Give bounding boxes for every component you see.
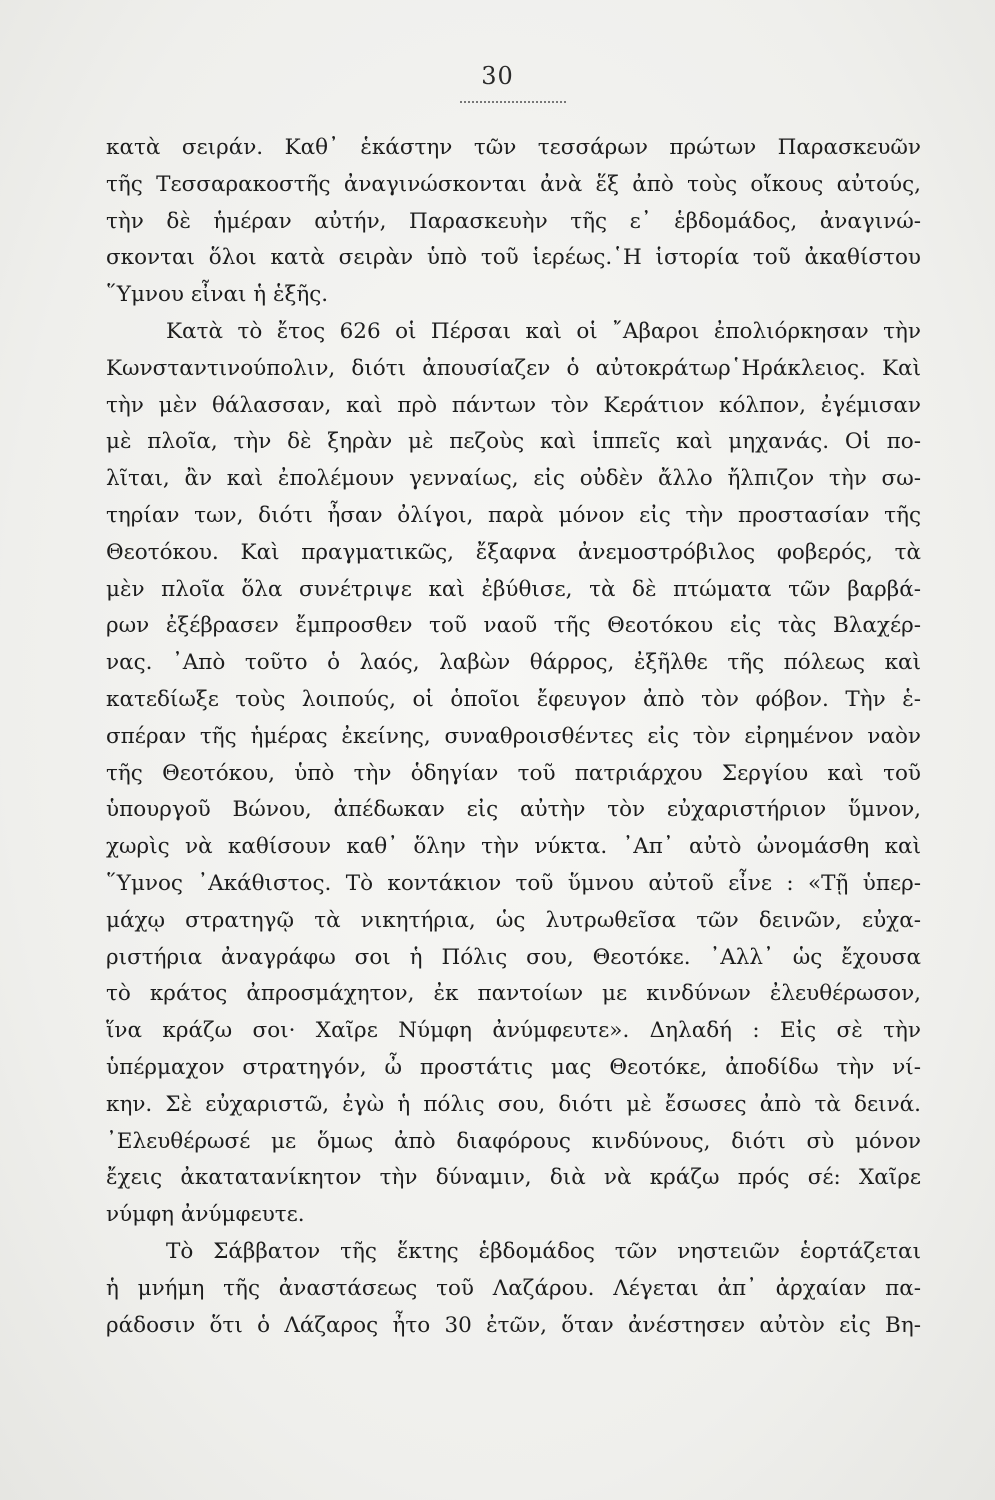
body-text	[106, 130, 921, 1344]
text-line: κην. Σὲ εὐχαριστῶ, ἐγὼ ἡ πόλις σου, διότι μὲ ἔσωσες ἀπὸ τὰ δεινά.	[106, 1091, 921, 1117]
text-line: Κατὰ τὸ ἔτος 626 οἱ Πέρσαι καὶ οἱ ῎Αβαροι ἐπολιόρκησαν τὴν	[166, 318, 921, 344]
text-line: ριστήρια ἀναγράφω σοι ἡ Πόλις σου, Θεοτόκε. ᾽Αλλ᾽ ὡς ἔχουσα	[106, 944, 921, 970]
text-line: ἵνα κράζω σοι· Χαῖρε Νύμφη ἀνύμφευτε». Δηλαδή : Εἰς σὲ τὴν	[106, 1018, 921, 1044]
text-line: τῆς Θεοτόκου, ὑπὸ τὴν ὁδηγίαν τοῦ πατριάρχου Σεργίου καὶ τοῦ	[106, 760, 921, 786]
text-line: τηρίαν των, διότι ἦσαν ὀλίγοι, παρὰ μόνον εἰς τὴν προστασίαν τῆς	[106, 502, 921, 528]
page-number-rule	[460, 101, 566, 103]
text-line: νας. ᾽Απὸ τοῦτο ὁ λαός, λαβὼν θάρρος, ἐξῆλθε τῆς πόλεως καὶ	[106, 650, 921, 676]
paragraph-3	[106, 1234, 921, 1344]
text-line: ὑπουργοῦ Βώνου, ἀπέδωκαν εἰς αὐτὴν τὸν εὐχαριστήριον ὕμνον,	[106, 797, 921, 823]
text-line: μάχῳ στρατηγῷ τὰ νικητήρια, ὡς λυτρωθεῖσα τῶν δεινῶν, εὐχα-	[106, 907, 921, 933]
text-line: τὸ κράτος ἀπροσμάχητον, ἐκ παντοίων με κινδύνων ἐλευθέρωσον,	[106, 981, 921, 1007]
text-line: ἡ μνήμη τῆς ἀναστάσεως τοῦ Λαζάρου. Λέγεται ἀπ᾽ ἀρχαίαν πα-	[106, 1275, 921, 1301]
text-line: ράδοσιν ὅτι ὁ Λάζαρος ἦτο 30 ἐτῶν, ὅταν ἀνέστησεν αὐτὸν εἰς Βη-	[106, 1312, 921, 1338]
text-line: λῖται, ἂν καὶ ἐπολέμουν γενναίως, εἰς οὐδὲν ἄλλο ἤλπιζον τὴν σω-	[106, 466, 921, 492]
page-number: 30	[481, 62, 514, 90]
text-line: σπέραν τῆς ἡμέρας ἐκείνης, συναθροισθέντες εἰς τὸν εἰρημένον ναὸν	[106, 723, 921, 749]
text-line: κατὰ σειράν. Καθ᾽ ἑκάστην τῶν τεσσάρων πρώτων Παρασκευῶν	[106, 135, 921, 160]
text-line: Θεοτόκου. Καὶ πραγματικῶς, ἔξαφνα ἀνεμοστρόβιλος φοβερός, τὰ	[106, 539, 921, 565]
text-line: ἔχεις ἀκατατανίκητον τὴν δύναμιν, διὰ νὰ κράζω πρός σέ: Χαῖρε	[106, 1165, 921, 1191]
text-line: τῆς Τεσσαρακοστῆς ἀναγινώσκονται ἀνὰ ἕξ ἀπὸ τοὺς οἴκους αὐτούς,	[106, 171, 921, 197]
paragraph-1	[106, 130, 921, 314]
text-line: τὴν μὲν θάλασσαν, καὶ πρὸ πάντων τὸν Κεράτιον κόλπον, ἐγέμισαν	[106, 392, 921, 418]
paragraph-2	[106, 314, 921, 1234]
text-line: μὲ πλοῖα, τὴν δὲ ξηρὰν μὲ πεζοὺς καὶ ἱππεῖς καὶ μηχανάς. Οἱ πο-	[106, 429, 921, 455]
text-line: Κωνσταντινούπολιν, διότι ἀπουσίαζεν ὁ αὐτοκράτωρ῾Ηράκλειος. Καὶ	[106, 355, 921, 381]
text-line: τὴν δὲ ἡμέραν αὐτήν, Παρασκευὴν τῆς ε᾽ ἑβδομάδος, ἀναγινώ-	[106, 208, 921, 234]
text-line: ῞Υμνος ᾽Ακάθιστος. Τὸ κοντάκιον τοῦ ὕμνου αὐτοῦ εἶνε : «Τῇ ὑπερ-	[106, 870, 921, 896]
text-line: ὑπέρμαχον στρατηγόν, ὦ προστάτις μας Θεοτόκε, ἀποδίδω τὴν νί-	[106, 1054, 921, 1080]
text-line: Τὸ Σάββατον τῆς ἕκτης ἑβδομάδος τῶν νηστειῶν ἑορτάζεται	[166, 1238, 921, 1264]
text-line: μὲν πλοῖα ὅλα συνέτριψε καὶ ἐβύθισε, τὰ δὲ πτώματα τῶν βαρβά-	[106, 576, 921, 602]
text-line: κατεδίωξε τοὺς λοιπούς, οἱ ὁποῖοι ἔφευγον ἀπὸ τὸν φόβον. Τὴν ἑ-	[106, 686, 921, 712]
text-line: νύμφη ἀνύμφευτε.	[106, 1202, 305, 1228]
text-line: χωρὶς νὰ καθίσουν καθ᾽ ὅλην τὴν νύκτα. ᾽Απ᾽ αὐτὸ ὠνομάσθη καὶ	[106, 834, 921, 860]
text-line: ρων ἐξέβρασεν ἔμπροσθεν τοῦ ναοῦ τῆς Θεοτόκου εἰς τὰς Βλαχέρ-	[106, 613, 921, 639]
text-line: ῞Υμνου εἶναι ἡ ἑξῆς.	[106, 282, 329, 308]
text-line: ᾽Ελευθέρωσέ με ὅμως ἀπὸ διαφόρους κινδύνους, διότι σὺ μόνον	[106, 1128, 921, 1154]
text-line: σκονται ὅλοι κατὰ σειρὰν ὑπὸ τοῦ ἱερέως.῾Η ἱστορία τοῦ ἀκαθίστου	[106, 245, 921, 271]
